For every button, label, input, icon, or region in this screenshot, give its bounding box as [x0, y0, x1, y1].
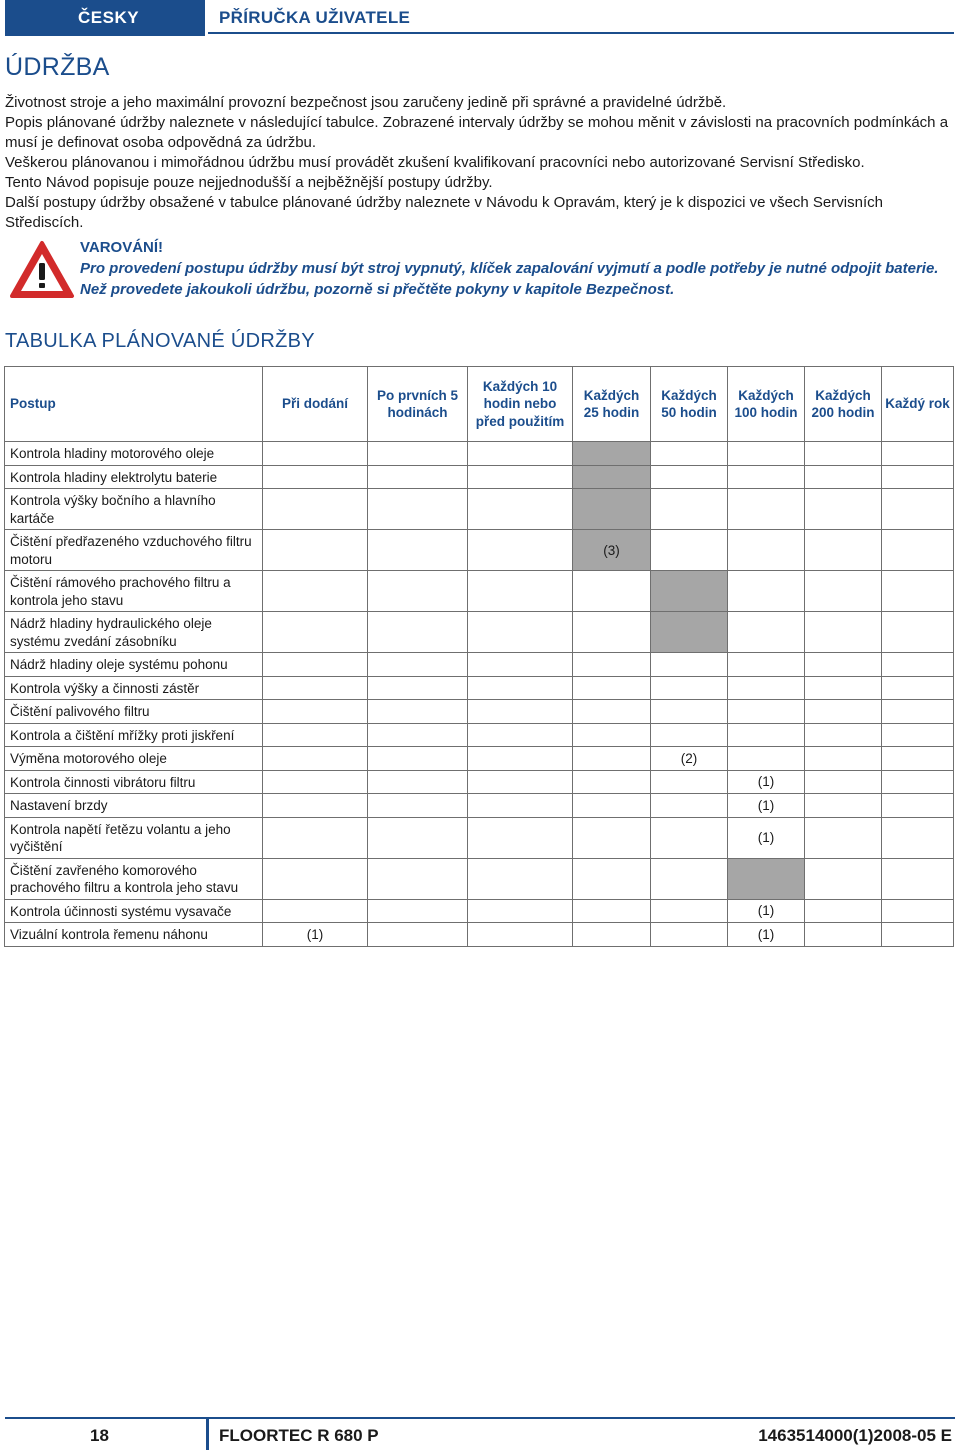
empty-cell — [468, 899, 573, 923]
column-header: Po prvních 5 hodinách — [368, 367, 468, 442]
procedure-cell: Kontrola a čištění mřížky proti jiskření — [5, 723, 263, 747]
scheduled-cell — [651, 571, 728, 612]
empty-cell — [805, 676, 882, 700]
procedure-cell: Kontrola výšky a činnosti zástěr — [5, 676, 263, 700]
scheduled-cell — [573, 442, 651, 466]
empty-cell — [882, 700, 954, 724]
empty-cell — [368, 465, 468, 489]
section-title: ÚDRŽBA — [5, 53, 110, 81]
empty-cell — [651, 770, 728, 794]
empty-cell — [805, 612, 882, 653]
empty-cell — [728, 612, 805, 653]
empty-cell — [882, 770, 954, 794]
empty-cell — [263, 612, 368, 653]
table-row — [5, 770, 954, 794]
procedure-cell: Kontrola účinnosti systému vysavače — [5, 899, 263, 923]
empty-cell — [263, 442, 368, 466]
scheduled-note-cell: (1) — [728, 770, 805, 794]
table-row — [5, 612, 954, 653]
table-row — [5, 923, 954, 947]
procedure-cell: Nádrž hladiny oleje systému pohonu — [5, 653, 263, 677]
empty-cell — [573, 723, 651, 747]
warning-line: Pro provedení postupu údržby musí být stroj vypnutý, klíček zapalování vyjmutí a podle potřeby je nutné odpojit baterie. — [80, 260, 939, 277]
empty-cell — [805, 858, 882, 899]
column-header: Každých 100 hodin — [728, 367, 805, 442]
table-row — [5, 858, 954, 899]
empty-cell — [728, 489, 805, 530]
scheduled-cell — [651, 612, 728, 653]
empty-cell — [882, 530, 954, 571]
empty-cell — [882, 817, 954, 858]
empty-cell — [805, 770, 882, 794]
empty-cell — [263, 723, 368, 747]
empty-cell — [263, 817, 368, 858]
procedure-cell: Nádrž hladiny hydraulického oleje systému zvedání zásobníku — [5, 612, 263, 653]
table-row — [5, 747, 954, 771]
intro-paragraph: Popis plánované údržby naleznete v následující tabulce. Zobrazené intervaly údržby se mohou měnit v závislosti na pracovních podmínkách a musí je definovat osoba odpovědná za údržbu. — [5, 114, 949, 151]
empty-cell — [651, 858, 728, 899]
procedure-cell: Výměna motorového oleje — [5, 747, 263, 771]
empty-cell — [651, 899, 728, 923]
intro-paragraph: Tento Návod popisuje pouze nejjednodušší a nejběžnější postupy údržby. — [5, 174, 493, 191]
scheduled-note-cell: (1) — [728, 923, 805, 947]
empty-cell — [882, 923, 954, 947]
empty-cell — [468, 465, 573, 489]
empty-cell — [263, 858, 368, 899]
column-header: Každých 200 hodin — [805, 367, 882, 442]
empty-cell — [651, 465, 728, 489]
column-header: Každých 25 hodin — [573, 367, 651, 442]
empty-cell — [651, 794, 728, 818]
empty-cell — [468, 530, 573, 571]
empty-cell — [263, 770, 368, 794]
empty-cell — [368, 923, 468, 947]
procedure-cell: Kontrola činnosti vibrátoru filtru — [5, 770, 263, 794]
empty-cell — [882, 794, 954, 818]
intro-paragraph: Další postupy údržby obsažené v tabulce plánované údržby naleznete v Návodu k Opravám, který je k dispozici ve všech Servisních Střediscích. — [5, 194, 883, 231]
scheduled-cell — [573, 465, 651, 489]
footer-divider — [206, 1417, 209, 1450]
empty-cell — [573, 899, 651, 923]
empty-cell — [805, 700, 882, 724]
model-name: FLOORTEC R 680 P — [219, 1426, 379, 1445]
procedure-cell: Kontrola výšky bočního a hlavního kartáče — [5, 489, 263, 530]
page-number: 18 — [90, 1426, 109, 1445]
empty-cell — [728, 442, 805, 466]
procedure-cell: Kontrola hladiny elektrolytu baterie — [5, 465, 263, 489]
table-row — [5, 653, 954, 677]
empty-cell — [651, 489, 728, 530]
empty-cell — [468, 723, 573, 747]
table-row — [5, 442, 954, 466]
empty-cell — [468, 612, 573, 653]
empty-cell — [468, 794, 573, 818]
table-row — [5, 899, 954, 923]
empty-cell — [468, 817, 573, 858]
empty-cell — [573, 676, 651, 700]
column-header: Při dodání — [263, 367, 368, 442]
empty-cell — [573, 817, 651, 858]
empty-cell — [468, 571, 573, 612]
empty-cell — [882, 442, 954, 466]
table-row — [5, 465, 954, 489]
empty-cell — [573, 571, 651, 612]
empty-cell — [573, 700, 651, 724]
empty-cell — [651, 676, 728, 700]
empty-cell — [651, 442, 728, 466]
empty-cell — [263, 530, 368, 571]
empty-cell — [805, 465, 882, 489]
document-code: 1463514000(1)2008-05 E — [758, 1426, 952, 1445]
empty-cell — [263, 489, 368, 530]
empty-cell — [263, 571, 368, 612]
page-footer — [0, 1417, 960, 1453]
empty-cell — [573, 770, 651, 794]
scheduled-note-cell: (1) — [728, 794, 805, 818]
empty-cell — [468, 858, 573, 899]
empty-cell — [468, 747, 573, 771]
empty-cell — [882, 858, 954, 899]
empty-cell — [805, 747, 882, 771]
empty-cell — [368, 858, 468, 899]
procedure-cell: Vizuální kontrola řemenu náhonu — [5, 923, 263, 947]
empty-cell — [368, 571, 468, 612]
empty-cell — [651, 817, 728, 858]
empty-cell — [805, 899, 882, 923]
empty-cell — [573, 612, 651, 653]
empty-cell — [882, 465, 954, 489]
empty-cell — [728, 653, 805, 677]
empty-cell — [651, 530, 728, 571]
empty-cell — [805, 923, 882, 947]
empty-cell — [728, 571, 805, 612]
empty-cell — [468, 442, 573, 466]
procedure-cell: Čištění rámového prachového filtru a kontrola jeho stavu — [5, 571, 263, 612]
column-header: Každý rok — [882, 367, 954, 442]
warning-title: VAROVÁNÍ! — [80, 239, 164, 256]
empty-cell — [468, 489, 573, 530]
intro-text — [5, 93, 955, 233]
scheduled-cell — [573, 489, 651, 530]
procedure-cell: Kontrola hladiny motorového oleje — [5, 442, 263, 466]
column-header: Postup — [5, 367, 263, 442]
empty-cell — [805, 817, 882, 858]
empty-cell — [805, 723, 882, 747]
empty-cell — [573, 858, 651, 899]
empty-cell — [805, 794, 882, 818]
empty-cell — [805, 571, 882, 612]
empty-cell — [263, 794, 368, 818]
empty-cell — [805, 442, 882, 466]
table-title: TABULKA PLÁNOVANÉ ÚDRŽBY — [5, 330, 315, 352]
warning-box — [80, 237, 955, 300]
empty-cell — [573, 923, 651, 947]
empty-cell — [882, 653, 954, 677]
empty-cell — [263, 700, 368, 724]
maintenance-table — [4, 366, 954, 947]
empty-cell — [805, 530, 882, 571]
empty-cell — [882, 747, 954, 771]
empty-cell — [728, 747, 805, 771]
empty-cell — [263, 676, 368, 700]
scheduled-note-cell: (1) — [263, 923, 368, 947]
empty-cell — [368, 676, 468, 700]
empty-cell — [573, 747, 651, 771]
procedure-cell: Čištění palivového filtru — [5, 700, 263, 724]
procedure-cell: Nastavení brzdy — [5, 794, 263, 818]
empty-cell — [368, 489, 468, 530]
scheduled-note-cell: (1) — [728, 817, 805, 858]
empty-cell — [263, 465, 368, 489]
table-header-row — [5, 367, 954, 442]
empty-cell — [368, 700, 468, 724]
empty-cell — [651, 723, 728, 747]
procedure-cell: Čištění předřazeného vzduchového filtru motoru — [5, 530, 263, 571]
warning-triangle-icon — [9, 240, 75, 300]
intro-paragraph: Životnost stroje a jeho maximální provozní bezpečnost jsou zaručeny jedině při správné a pravidelné údržbě. — [5, 94, 727, 111]
intro-paragraph: Veškerou plánovanou i mimořádnou údržbu musí provádět zkušení kvalifikovaní pracovníci nebo autorizované Servisní Středisko. — [5, 154, 865, 171]
language-tab: ČESKY — [5, 0, 205, 36]
footer-rule — [5, 1417, 955, 1419]
table-row — [5, 571, 954, 612]
empty-cell — [368, 442, 468, 466]
table-row — [5, 676, 954, 700]
empty-cell — [728, 676, 805, 700]
empty-cell — [882, 571, 954, 612]
scheduled-note-cell: (2) — [651, 747, 728, 771]
empty-cell — [368, 817, 468, 858]
empty-cell — [263, 747, 368, 771]
procedure-cell: Kontrola napětí řetězu volantu a jeho vyčištění — [5, 817, 263, 858]
empty-cell — [882, 489, 954, 530]
empty-cell — [368, 530, 468, 571]
procedure-cell: Čištění zavřeného komorového prachového filtru a kontrola jeho stavu — [5, 858, 263, 899]
manual-title: PŘÍRUČKA UŽIVATELE — [208, 0, 954, 34]
table-body — [5, 442, 954, 947]
empty-cell — [651, 653, 728, 677]
empty-cell — [805, 489, 882, 530]
empty-cell — [368, 653, 468, 677]
empty-cell — [468, 770, 573, 794]
column-header: Každých 50 hodin — [651, 367, 728, 442]
table-row — [5, 489, 954, 530]
empty-cell — [882, 899, 954, 923]
table-row — [5, 817, 954, 858]
empty-cell — [368, 747, 468, 771]
empty-cell — [368, 794, 468, 818]
empty-cell — [573, 794, 651, 818]
empty-cell — [882, 676, 954, 700]
column-header: Každých 10 hodin nebo před použitím — [468, 367, 573, 442]
empty-cell — [263, 899, 368, 923]
empty-cell — [728, 700, 805, 724]
table-row — [5, 700, 954, 724]
empty-cell — [728, 465, 805, 489]
empty-cell — [882, 612, 954, 653]
empty-cell — [728, 723, 805, 747]
empty-cell — [263, 653, 368, 677]
scheduled-cell — [728, 858, 805, 899]
empty-cell — [468, 676, 573, 700]
empty-cell — [368, 723, 468, 747]
empty-cell — [651, 923, 728, 947]
empty-cell — [573, 653, 651, 677]
empty-cell — [368, 899, 468, 923]
empty-cell — [368, 770, 468, 794]
empty-cell — [728, 530, 805, 571]
empty-cell — [368, 612, 468, 653]
scheduled-note-cell: (3) — [573, 530, 651, 571]
table-row — [5, 723, 954, 747]
empty-cell — [468, 923, 573, 947]
empty-cell — [882, 723, 954, 747]
empty-cell — [651, 700, 728, 724]
warning-line: Než provedete jakoukoli údržbu, pozorně si přečtěte pokyny v kapitole Bezpečnost. — [80, 281, 675, 298]
table-row — [5, 794, 954, 818]
page-header — [0, 0, 960, 36]
empty-cell — [468, 700, 573, 724]
empty-cell — [468, 653, 573, 677]
table-row — [5, 530, 954, 571]
scheduled-note-cell: (1) — [728, 899, 805, 923]
empty-cell — [805, 653, 882, 677]
